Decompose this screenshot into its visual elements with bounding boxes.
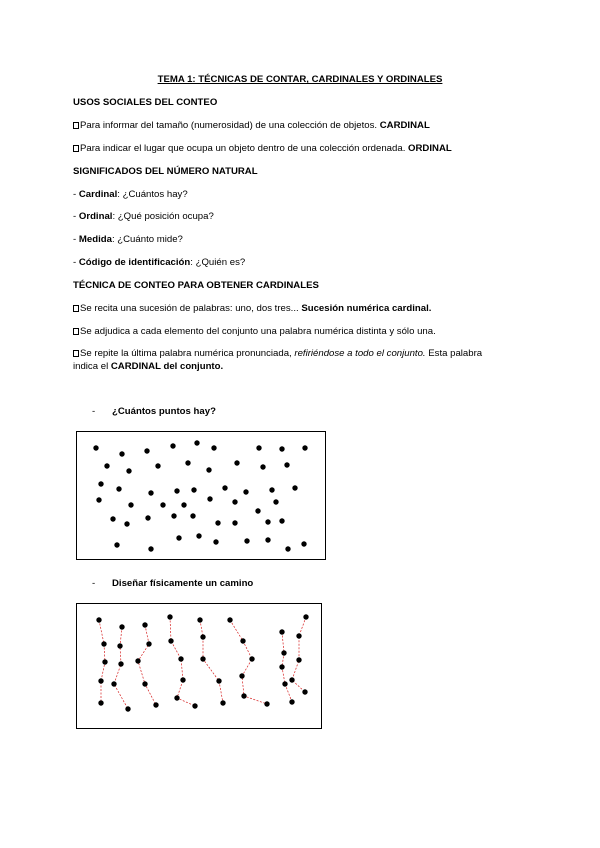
tecnica-item-2: Se adjudica a cada elemento del conjunto una palabra numérica distinta y sólo una. (73, 326, 436, 338)
dot (302, 689, 307, 694)
dot (128, 502, 133, 507)
dot (119, 624, 124, 629)
dot (98, 678, 103, 683)
dot (213, 539, 218, 544)
dot (289, 699, 294, 704)
dot (260, 464, 265, 469)
dot (185, 460, 190, 465)
dot (160, 502, 165, 507)
dot (256, 445, 261, 450)
dot (243, 489, 248, 494)
dot (292, 485, 297, 490)
significado-ordinal: - Ordinal: ¿Qué posición ocupa? (73, 211, 214, 222)
dot (168, 638, 173, 643)
dot (279, 629, 284, 634)
dot (273, 499, 278, 504)
dot (200, 656, 205, 661)
path-line (170, 617, 195, 706)
section-heading-significados: SIGNIFICADOS DEL NÚMERO NATURAL (73, 166, 258, 177)
dot (93, 445, 98, 450)
checkbox-glyph-icon (73, 145, 79, 152)
dot (265, 519, 270, 524)
dot (148, 546, 153, 551)
figure1-caption: - ¿Cuántos puntos hay? (92, 406, 216, 417)
dot (279, 446, 284, 451)
dot (207, 496, 212, 501)
dot (155, 463, 160, 468)
dot (101, 641, 106, 646)
dot (178, 656, 183, 661)
dot (240, 638, 245, 643)
checkbox-glyph-icon (73, 328, 79, 335)
path-line (230, 620, 267, 704)
dot (197, 617, 202, 622)
dot (180, 677, 185, 682)
dot (102, 659, 107, 664)
dot (181, 502, 186, 507)
dot (285, 546, 290, 551)
path-line (138, 625, 156, 705)
dot (216, 678, 221, 683)
dot (215, 520, 220, 525)
dot (244, 538, 249, 543)
significado-cardinal: - Cardinal: ¿Cuántos hay? (73, 189, 188, 200)
dot (142, 622, 147, 627)
usos-item-2: Para indicar el lugar que ocupa un objeto dentro de una colección ordenada. ORDINAL (73, 143, 452, 155)
dot (269, 487, 274, 492)
tecnica-item-3-line2: indica el CARDINAL del conjunto. (73, 361, 224, 372)
dot (119, 451, 124, 456)
dot (153, 702, 158, 707)
dot (279, 518, 284, 523)
dot (98, 700, 103, 705)
dot (118, 661, 123, 666)
significado-codigo: - Código de identificación: ¿Quién es? (73, 257, 246, 268)
dot (146, 641, 151, 646)
section-heading-usos: USOS SOCIALES DEL CONTEO (73, 97, 218, 108)
dot (96, 617, 101, 622)
dot (167, 614, 172, 619)
dot (114, 542, 119, 547)
dot (227, 617, 232, 622)
dot (241, 693, 246, 698)
checkbox-glyph-icon (73, 305, 79, 312)
dot (111, 681, 116, 686)
dot (174, 695, 179, 700)
usos-item-1: Para informar del tamaño (numerosidad) de una colección de objetos. CARDINAL (73, 120, 430, 132)
path-line (114, 627, 128, 709)
dot (211, 445, 216, 450)
dot (234, 460, 239, 465)
tecnica-item-3: Se repite la última palabra numérica pronunciada, refiriéndose a todo el conjunto. Esta palabra (73, 348, 482, 360)
dot (191, 487, 196, 492)
dot (303, 614, 308, 619)
checkbox-glyph-icon (73, 350, 79, 357)
dot (171, 513, 176, 518)
page-title: TEMA 1: TÉCNICAS DE CONTAR, CARDINALES Y ORDINALES (157, 74, 443, 85)
checkbox-glyph-icon (73, 122, 79, 129)
dot (190, 513, 195, 518)
dot (170, 443, 175, 448)
dot (142, 681, 147, 686)
dot (264, 701, 269, 706)
dot (192, 703, 197, 708)
dot (232, 520, 237, 525)
dot (289, 677, 294, 682)
dot (196, 533, 201, 538)
dot (206, 467, 211, 472)
dot (116, 486, 121, 491)
path-figure (76, 603, 322, 729)
dot (135, 658, 140, 663)
dot (104, 463, 109, 468)
dots-figure (76, 431, 326, 560)
section-heading-tecnica: TÉCNICA DE CONTEO PARA OBTENER CARDINALES (73, 280, 319, 291)
dot (98, 481, 103, 486)
dot (145, 515, 150, 520)
dot (148, 490, 153, 495)
dot (220, 700, 225, 705)
tecnica-item-1: Se recita una sucesión de palabras: uno, dos tres... Sucesión numérica cardinal. (73, 303, 431, 315)
dot (176, 535, 181, 540)
dot (255, 508, 260, 513)
dot (96, 497, 101, 502)
dot (232, 499, 237, 504)
dot (249, 656, 254, 661)
dot (110, 516, 115, 521)
dot (281, 650, 286, 655)
dot (265, 537, 270, 542)
dot (279, 664, 284, 669)
dot (174, 488, 179, 493)
figure2-caption: - Diseñar físicamente un camino (92, 578, 254, 589)
dot (296, 657, 301, 662)
dot (144, 448, 149, 453)
dot (222, 485, 227, 490)
dot (284, 462, 289, 467)
dot (302, 445, 307, 450)
dot (239, 673, 244, 678)
dot (282, 681, 287, 686)
significado-medida: - Medida: ¿Cuánto mide? (73, 234, 183, 245)
dot (117, 643, 122, 648)
dot (125, 706, 130, 711)
dot (124, 521, 129, 526)
dot (194, 440, 199, 445)
dot (301, 541, 306, 546)
dot (296, 633, 301, 638)
dot (126, 468, 131, 473)
dot (200, 634, 205, 639)
